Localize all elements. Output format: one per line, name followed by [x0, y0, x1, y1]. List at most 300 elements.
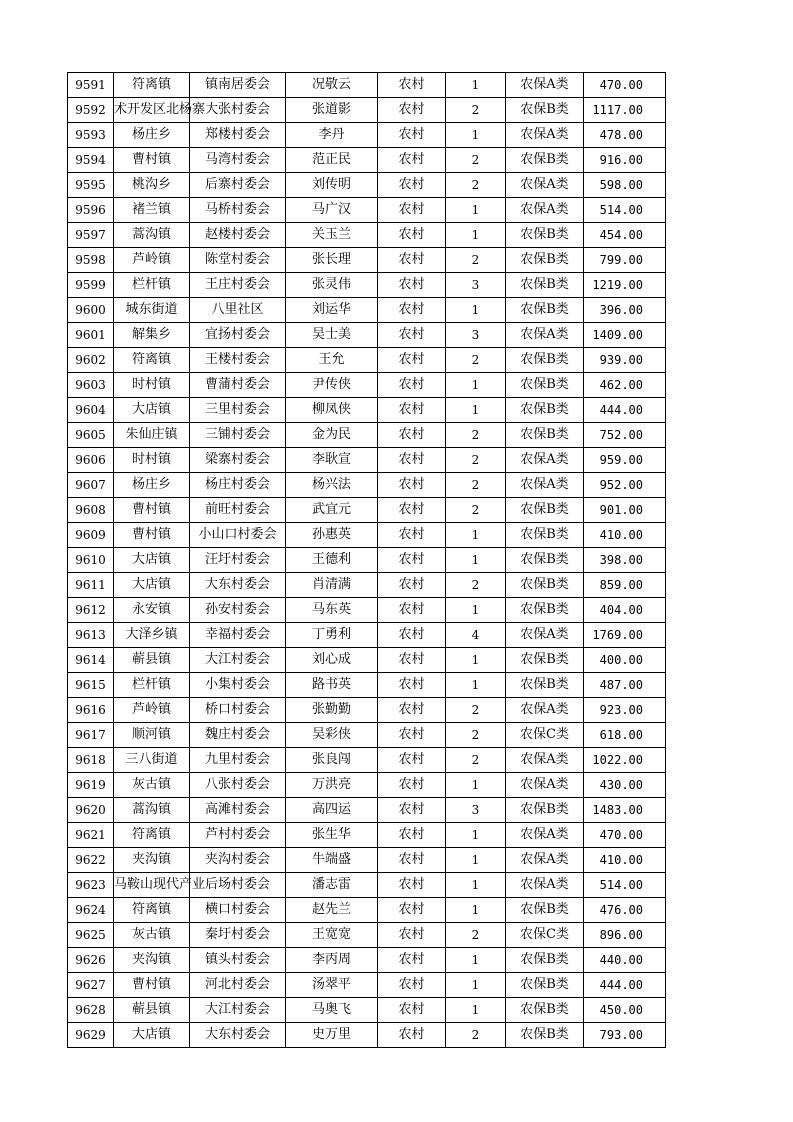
household-count-cell: 3 [446, 798, 506, 823]
row-id-cell: 9606 [68, 448, 114, 473]
person-name-cell: 张灵伟 [286, 273, 378, 298]
row-id-cell: 9620 [68, 798, 114, 823]
township-cell: 蕲县镇 [114, 998, 190, 1023]
table-row [68, 273, 666, 298]
village-cell: 幸福村委会 [190, 623, 286, 648]
village-cell: 镇南居委会 [190, 73, 286, 98]
insurance-class-cell: 农保B类 [506, 548, 584, 573]
household-count-cell: 3 [446, 323, 506, 348]
household-count-cell: 2 [446, 98, 506, 123]
village-cell: 宜扬村委会 [190, 323, 286, 348]
household-count-cell: 1 [446, 73, 506, 98]
row-id-cell: 9596 [68, 198, 114, 223]
table-row [68, 573, 666, 598]
person-name-cell: 马广汉 [286, 198, 378, 223]
amount-cell: 1117.00 [584, 98, 666, 123]
village-cell: 魏庄村委会 [190, 723, 286, 748]
person-name-cell: 路书英 [286, 673, 378, 698]
township-cell: 芦岭镇 [114, 248, 190, 273]
person-name-cell: 柳凤侠 [286, 398, 378, 423]
person-name-cell: 况敬云 [286, 73, 378, 98]
person-name-cell: 马东英 [286, 598, 378, 623]
area-type-cell: 农村 [378, 398, 446, 423]
amount-cell: 952.00 [584, 473, 666, 498]
area-type-cell: 农村 [378, 498, 446, 523]
amount-cell: 1219.00 [584, 273, 666, 298]
village-cell: 梁寨村委会 [190, 448, 286, 473]
household-count-cell: 1 [446, 948, 506, 973]
household-count-cell: 1 [446, 548, 506, 573]
village-cell: 孙安村委会 [190, 598, 286, 623]
amount-cell: 476.00 [584, 898, 666, 923]
village-cell: 高滩村委会 [190, 798, 286, 823]
household-count-cell: 2 [446, 698, 506, 723]
row-id-cell: 9616 [68, 698, 114, 723]
household-count-cell: 1 [446, 673, 506, 698]
person-name-cell: 张生华 [286, 823, 378, 848]
household-count-cell: 1 [446, 373, 506, 398]
insurance-class-cell: 农保B类 [506, 948, 584, 973]
person-name-cell: 牛端盛 [286, 848, 378, 873]
person-name-cell: 范正民 [286, 148, 378, 173]
township-cell: 曹村镇 [114, 523, 190, 548]
household-count-cell: 2 [446, 448, 506, 473]
table-row [68, 973, 666, 998]
village-cell: 汪圩村委会 [190, 548, 286, 573]
person-name-cell: 马奥飞 [286, 998, 378, 1023]
row-id-cell: 9611 [68, 573, 114, 598]
amount-cell: 470.00 [584, 73, 666, 98]
village-cell: 秦圩村委会 [190, 923, 286, 948]
person-name-cell: 张道影 [286, 98, 378, 123]
area-type-cell: 农村 [378, 748, 446, 773]
household-count-cell: 2 [446, 573, 506, 598]
amount-cell: 462.00 [584, 373, 666, 398]
area-type-cell: 农村 [378, 698, 446, 723]
township-cell: 栏杆镇 [114, 673, 190, 698]
person-name-cell: 肖清满 [286, 573, 378, 598]
village-cell: 大东村委会 [190, 573, 286, 598]
row-id-cell: 9613 [68, 623, 114, 648]
village-cell: 陈堂村委会 [190, 248, 286, 273]
household-count-cell: 2 [446, 473, 506, 498]
household-count-cell: 3 [446, 273, 506, 298]
person-name-cell: 李丹 [286, 123, 378, 148]
person-name-cell: 尹传侠 [286, 373, 378, 398]
amount-cell: 450.00 [584, 998, 666, 1023]
table-row [68, 673, 666, 698]
row-id-cell: 9600 [68, 298, 114, 323]
household-count-cell: 1 [446, 973, 506, 998]
area-type-cell: 农村 [378, 798, 446, 823]
village-cell: 三里村委会 [190, 398, 286, 423]
person-name-cell: 张勤勤 [286, 698, 378, 723]
amount-cell: 396.00 [584, 298, 666, 323]
row-id-cell: 9598 [68, 248, 114, 273]
row-id-cell: 9623 [68, 873, 114, 898]
insurance-class-cell: 农保A类 [506, 323, 584, 348]
amount-cell: 618.00 [584, 723, 666, 748]
table-row [68, 148, 666, 173]
insurance-class-cell: 农保B类 [506, 273, 584, 298]
area-type-cell: 农村 [378, 773, 446, 798]
row-id-cell: 9591 [68, 73, 114, 98]
row-id-cell: 9604 [68, 398, 114, 423]
row-id-cell: 9612 [68, 598, 114, 623]
table-row [68, 748, 666, 773]
area-type-cell: 农村 [378, 373, 446, 398]
row-id-cell: 9628 [68, 998, 114, 1023]
table-row [68, 998, 666, 1023]
household-count-cell: 2 [446, 248, 506, 273]
village-cell: 河北村委会 [190, 973, 286, 998]
amount-cell: 1483.00 [584, 798, 666, 823]
village-cell: 小集村委会 [190, 673, 286, 698]
table-row [68, 823, 666, 848]
amount-cell: 896.00 [584, 923, 666, 948]
row-id-cell: 9601 [68, 323, 114, 348]
insurance-class-cell: 农保B类 [506, 898, 584, 923]
row-id-cell: 9621 [68, 823, 114, 848]
table-row [68, 423, 666, 448]
insurance-class-cell: 农保B类 [506, 648, 584, 673]
village-cell: 九里村委会 [190, 748, 286, 773]
amount-cell: 514.00 [584, 873, 666, 898]
township-cell: 符离镇 [114, 73, 190, 98]
household-count-cell: 2 [446, 723, 506, 748]
township-cell: 大泽乡镇 [114, 623, 190, 648]
row-id-cell: 9602 [68, 348, 114, 373]
person-name-cell: 王德利 [286, 548, 378, 573]
village-cell: 马湾村委会 [190, 148, 286, 173]
township-cell: 灰古镇 [114, 923, 190, 948]
insurance-class-cell: 农保A类 [506, 73, 584, 98]
household-count-cell: 1 [446, 598, 506, 623]
table-row [68, 798, 666, 823]
household-count-cell: 1 [446, 198, 506, 223]
insurance-class-cell: 农保B类 [506, 573, 584, 598]
table-row [68, 948, 666, 973]
insurance-class-cell: 农保A类 [506, 823, 584, 848]
row-id-cell: 9599 [68, 273, 114, 298]
township-cell: 蕲县镇 [114, 648, 190, 673]
household-count-cell: 1 [446, 848, 506, 873]
insurance-class-cell: 农保A类 [506, 748, 584, 773]
village-cell: 镇头村委会 [190, 948, 286, 973]
village-cell: 大江村委会 [190, 998, 286, 1023]
area-type-cell: 农村 [378, 423, 446, 448]
amount-cell: 410.00 [584, 523, 666, 548]
township-cell: 桃沟乡 [114, 173, 190, 198]
insurance-class-cell: 农保B类 [506, 348, 584, 373]
table-row [68, 298, 666, 323]
area-type-cell: 农村 [378, 648, 446, 673]
household-count-cell: 2 [446, 148, 506, 173]
row-id-cell: 9629 [68, 1023, 114, 1048]
township-cell: 术开发区北杨寨 [114, 98, 190, 123]
village-cell: 横口村委会 [190, 898, 286, 923]
table-row [68, 848, 666, 873]
village-cell: 八张村委会 [190, 773, 286, 798]
table-row [68, 723, 666, 748]
person-name-cell: 杨兴法 [286, 473, 378, 498]
table-row [68, 223, 666, 248]
area-type-cell: 农村 [378, 148, 446, 173]
table-row [68, 198, 666, 223]
table-row [68, 73, 666, 98]
amount-cell: 454.00 [584, 223, 666, 248]
person-name-cell: 孙惠英 [286, 523, 378, 548]
amount-cell: 430.00 [584, 773, 666, 798]
insurance-class-cell: 农保A类 [506, 623, 584, 648]
insurance-class-cell: 农保B类 [506, 398, 584, 423]
household-count-cell: 1 [446, 123, 506, 148]
area-type-cell: 农村 [378, 298, 446, 323]
area-type-cell: 农村 [378, 198, 446, 223]
table-row [68, 398, 666, 423]
amount-cell: 1022.00 [584, 748, 666, 773]
village-cell: 马桥村委会 [190, 198, 286, 223]
person-name-cell: 吴彩侠 [286, 723, 378, 748]
insurance-class-cell: 农保A类 [506, 848, 584, 873]
township-cell: 朱仙庄镇 [114, 423, 190, 448]
table-row [68, 123, 666, 148]
insurance-class-cell: 农保A类 [506, 698, 584, 723]
amount-cell: 514.00 [584, 198, 666, 223]
village-cell: 后寨村委会 [190, 173, 286, 198]
village-cell: 杨庄村委会 [190, 473, 286, 498]
table-row [68, 248, 666, 273]
amount-cell: 923.00 [584, 698, 666, 723]
insurance-class-cell: 农保B类 [506, 223, 584, 248]
township-cell: 曹村镇 [114, 973, 190, 998]
person-name-cell: 赵先兰 [286, 898, 378, 923]
township-cell: 杨庄乡 [114, 123, 190, 148]
person-name-cell: 丁勇利 [286, 623, 378, 648]
village-cell: 八里社区 [190, 298, 286, 323]
township-cell: 大店镇 [114, 548, 190, 573]
area-type-cell: 农村 [378, 123, 446, 148]
table-row [68, 173, 666, 198]
area-type-cell: 农村 [378, 223, 446, 248]
table-row [68, 498, 666, 523]
insurance-class-cell: 农保B类 [506, 423, 584, 448]
village-cell: 前旺村委会 [190, 498, 286, 523]
area-type-cell: 农村 [378, 898, 446, 923]
township-cell: 曹村镇 [114, 148, 190, 173]
insurance-class-cell: 农保B类 [506, 998, 584, 1023]
amount-cell: 444.00 [584, 398, 666, 423]
township-cell: 永安镇 [114, 598, 190, 623]
insurance-class-cell: 农保C类 [506, 923, 584, 948]
insurance-class-cell: 农保B类 [506, 148, 584, 173]
row-id-cell: 9608 [68, 498, 114, 523]
amount-cell: 859.00 [584, 573, 666, 598]
area-type-cell: 农村 [378, 873, 446, 898]
household-count-cell: 1 [446, 523, 506, 548]
area-type-cell: 农村 [378, 598, 446, 623]
amount-cell: 404.00 [584, 598, 666, 623]
amount-cell: 1409.00 [584, 323, 666, 348]
insurance-class-cell: 农保A类 [506, 448, 584, 473]
person-name-cell: 吴士美 [286, 323, 378, 348]
township-cell: 夹沟镇 [114, 948, 190, 973]
row-id-cell: 9607 [68, 473, 114, 498]
person-name-cell: 刘心成 [286, 648, 378, 673]
township-cell: 马鞍山现代产业 [114, 873, 190, 898]
row-id-cell: 9597 [68, 223, 114, 248]
township-cell: 符离镇 [114, 823, 190, 848]
row-id-cell: 9615 [68, 673, 114, 698]
row-id-cell: 9592 [68, 98, 114, 123]
area-type-cell: 农村 [378, 623, 446, 648]
person-name-cell: 万洪亮 [286, 773, 378, 798]
area-type-cell: 农村 [378, 823, 446, 848]
village-cell: 王楼村委会 [190, 348, 286, 373]
table-row [68, 473, 666, 498]
area-type-cell: 农村 [378, 673, 446, 698]
household-count-cell: 1 [446, 298, 506, 323]
household-count-cell: 2 [446, 423, 506, 448]
household-count-cell: 1 [446, 873, 506, 898]
township-cell: 褚兰镇 [114, 198, 190, 223]
table-row [68, 773, 666, 798]
area-type-cell: 农村 [378, 948, 446, 973]
row-id-cell: 9624 [68, 898, 114, 923]
household-count-cell: 1 [446, 823, 506, 848]
village-cell: 大江村委会 [190, 648, 286, 673]
township-cell: 符离镇 [114, 348, 190, 373]
area-type-cell: 农村 [378, 998, 446, 1023]
area-type-cell: 农村 [378, 348, 446, 373]
household-count-cell: 1 [446, 773, 506, 798]
insurance-class-cell: 农保C类 [506, 723, 584, 748]
row-id-cell: 9609 [68, 523, 114, 548]
insurance-class-cell: 农保A类 [506, 873, 584, 898]
insurance-class-cell: 农保B类 [506, 98, 584, 123]
table-row [68, 373, 666, 398]
amount-cell: 1769.00 [584, 623, 666, 648]
amount-cell: 444.00 [584, 973, 666, 998]
person-name-cell: 刘传明 [286, 173, 378, 198]
area-type-cell: 农村 [378, 523, 446, 548]
row-id-cell: 9619 [68, 773, 114, 798]
table-row [68, 648, 666, 673]
township-cell: 曹村镇 [114, 498, 190, 523]
household-count-cell: 4 [446, 623, 506, 648]
township-cell: 夹沟镇 [114, 848, 190, 873]
amount-cell: 752.00 [584, 423, 666, 448]
amount-cell: 901.00 [584, 498, 666, 523]
insurance-class-cell: 农保B类 [506, 373, 584, 398]
village-cell: 三铺村委会 [190, 423, 286, 448]
area-type-cell: 农村 [378, 923, 446, 948]
amount-cell: 440.00 [584, 948, 666, 973]
person-name-cell: 李耿宣 [286, 448, 378, 473]
insurance-class-cell: 农保B类 [506, 248, 584, 273]
table-row [68, 98, 666, 123]
household-count-cell: 2 [446, 348, 506, 373]
table-row [68, 548, 666, 573]
village-cell: 小山口村委会 [190, 523, 286, 548]
household-count-cell: 2 [446, 1023, 506, 1048]
amount-cell: 400.00 [584, 648, 666, 673]
township-cell: 大店镇 [114, 398, 190, 423]
household-count-cell: 1 [446, 648, 506, 673]
area-type-cell: 农村 [378, 323, 446, 348]
insurance-class-cell: 农保A类 [506, 173, 584, 198]
row-id-cell: 9627 [68, 973, 114, 998]
township-cell: 大店镇 [114, 1023, 190, 1048]
table-row [68, 448, 666, 473]
township-cell: 时村镇 [114, 448, 190, 473]
amount-cell: 799.00 [584, 248, 666, 273]
table-row [68, 323, 666, 348]
township-cell: 蒿沟镇 [114, 223, 190, 248]
table-row [68, 1023, 666, 1048]
township-cell: 杨庄乡 [114, 473, 190, 498]
person-name-cell: 王宽宽 [286, 923, 378, 948]
area-type-cell: 农村 [378, 1023, 446, 1048]
person-name-cell: 金为民 [286, 423, 378, 448]
insurance-class-cell: 农保B类 [506, 798, 584, 823]
village-cell: 曹蒲村委会 [190, 373, 286, 398]
area-type-cell: 农村 [378, 98, 446, 123]
township-cell: 栏杆镇 [114, 273, 190, 298]
amount-cell: 478.00 [584, 123, 666, 148]
insurance-class-cell: 农保B类 [506, 498, 584, 523]
township-cell: 芦岭镇 [114, 698, 190, 723]
village-cell: 夹沟村委会 [190, 848, 286, 873]
row-id-cell: 9603 [68, 373, 114, 398]
person-name-cell: 潘志雷 [286, 873, 378, 898]
person-name-cell: 汤翠平 [286, 973, 378, 998]
village-cell: 王庄村委会 [190, 273, 286, 298]
amount-cell: 598.00 [584, 173, 666, 198]
row-id-cell: 9625 [68, 923, 114, 948]
insurance-class-cell: 农保A类 [506, 773, 584, 798]
insurance-class-cell: 农保B类 [506, 973, 584, 998]
insurance-class-cell: 农保A类 [506, 473, 584, 498]
amount-cell: 487.00 [584, 673, 666, 698]
table-row [68, 898, 666, 923]
township-cell: 符离镇 [114, 898, 190, 923]
row-id-cell: 9622 [68, 848, 114, 873]
person-name-cell: 张长理 [286, 248, 378, 273]
row-id-cell: 9626 [68, 948, 114, 973]
row-id-cell: 9614 [68, 648, 114, 673]
person-name-cell: 武宜元 [286, 498, 378, 523]
table-row [68, 923, 666, 948]
township-cell: 解集乡 [114, 323, 190, 348]
records-table [67, 72, 666, 1048]
village-cell: 大张村委会 [190, 98, 286, 123]
township-cell: 灰古镇 [114, 773, 190, 798]
area-type-cell: 农村 [378, 848, 446, 873]
amount-cell: 410.00 [584, 848, 666, 873]
village-cell: 芦村村委会 [190, 823, 286, 848]
row-id-cell: 9617 [68, 723, 114, 748]
area-type-cell: 农村 [378, 248, 446, 273]
amount-cell: 398.00 [584, 548, 666, 573]
amount-cell: 793.00 [584, 1023, 666, 1048]
insurance-class-cell: 农保B类 [506, 523, 584, 548]
village-cell: 后场村委会 [190, 873, 286, 898]
household-count-cell: 1 [446, 998, 506, 1023]
row-id-cell: 9594 [68, 148, 114, 173]
insurance-class-cell: 农保B类 [506, 598, 584, 623]
area-type-cell: 农村 [378, 723, 446, 748]
